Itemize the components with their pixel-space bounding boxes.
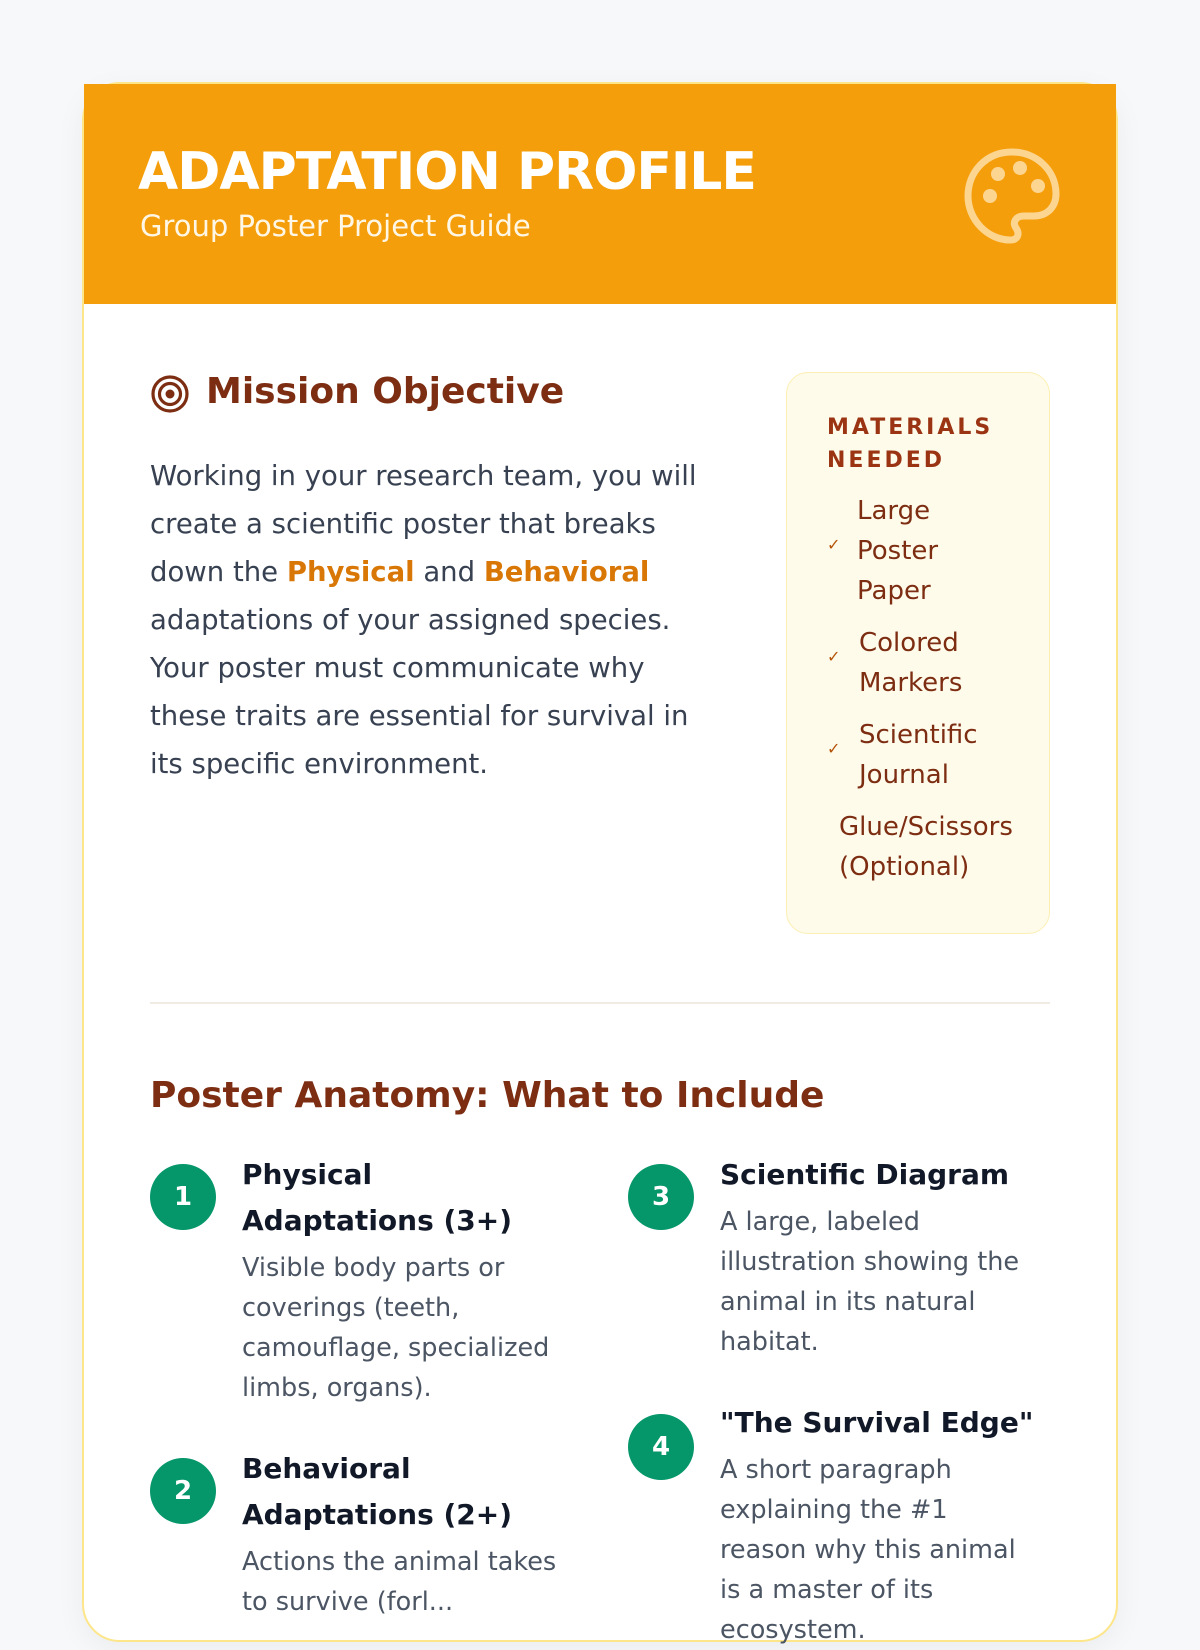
page-title: ADAPTATION PROFILE <box>138 142 756 202</box>
project-guide-card <box>82 82 1118 1645</box>
target-icon <box>150 374 190 414</box>
check-icon: ✓ <box>827 647 841 666</box>
step-title: Physical Adaptations (3+) <box>242 1158 513 1237</box>
section-divider <box>150 1002 1050 1004</box>
check-icon: ✓ <box>827 535 841 554</box>
step-title: Scientific Diagram <box>720 1158 1010 1191</box>
step-number-badge: 4 <box>628 1414 694 1480</box>
materials-panel <box>786 372 1050 934</box>
step-number-badge: 1 <box>150 1164 216 1230</box>
step-number-badge: 2 <box>150 1458 216 1524</box>
mission-objective-text: Working in your research team, you will create a scientific poster that breaks down the Physical and Behavioral adaptations of your assigned species. Your poster must communicate why these traits are essential for survival in its specific environment. <box>150 460 697 780</box>
step-title: "The Survival Edge" <box>720 1406 1034 1439</box>
material-item: Colored Markers <box>859 628 963 698</box>
materials-heading: MATERIALS NEEDED <box>827 415 994 473</box>
step-title: Behavioral Adaptations (2+) <box>242 1452 513 1531</box>
highlight-physical: Physical <box>286 556 415 588</box>
step-number-badge: 3 <box>628 1164 694 1230</box>
step-description: Visible body parts or coverings (teeth, camouflage, specialized limbs, organs). <box>242 1253 550 1403</box>
check-icon: ✓ <box>827 739 841 758</box>
palette-icon <box>962 146 1062 246</box>
highlight-behavioral: Behavioral <box>483 556 650 588</box>
material-item: Scientific Journal <box>859 720 978 790</box>
step-description: Actions the animal takes to survive (forl... <box>242 1547 557 1617</box>
mission-objective-heading: Mission Objective <box>206 371 565 412</box>
poster-anatomy-heading: Poster Anatomy: What to Include <box>150 1075 825 1116</box>
material-item: Large Poster Paper <box>857 496 939 606</box>
header-banner <box>84 84 1116 304</box>
page-subtitle: Group Poster Project Guide <box>140 209 531 243</box>
step-description: A large, labeled illustration showing the animal in its natural habitat. <box>720 1207 1020 1357</box>
material-item: Glue/Scissors (Optional) <box>839 812 1013 882</box>
step-description: A short paragraph explaining the #1 reason why this animal is a master of its ecosystem. <box>720 1455 1016 1645</box>
